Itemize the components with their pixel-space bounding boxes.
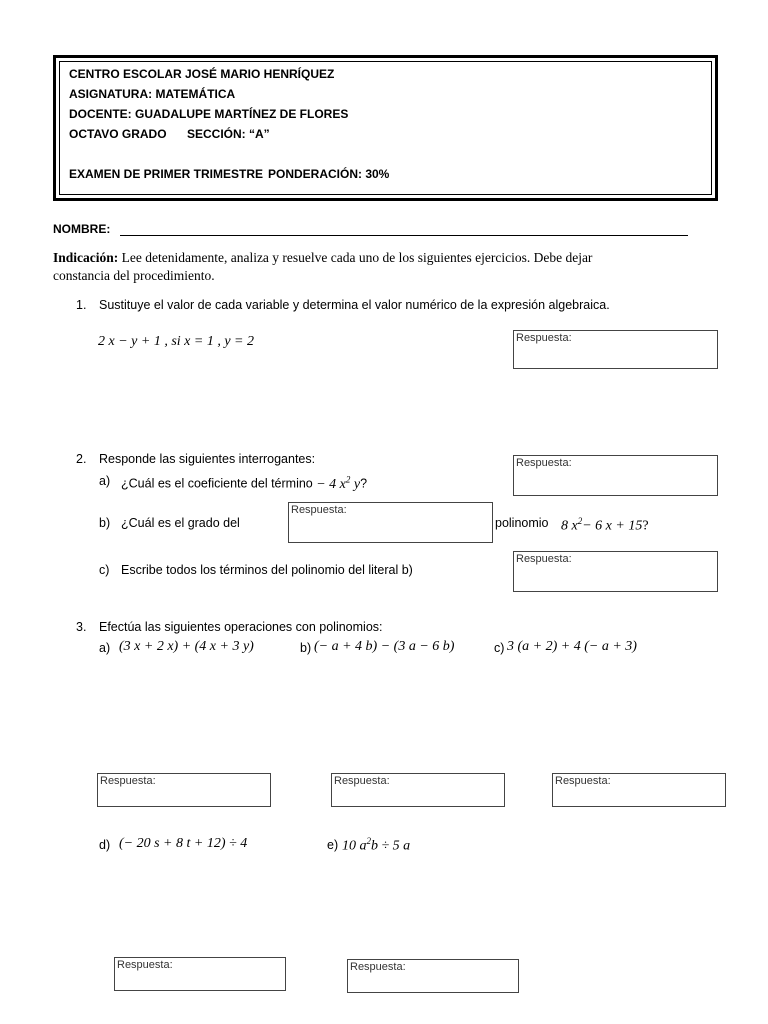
section-line: SECCIÓN: “A” [187,127,270,141]
answer-label: Respuesta: [555,775,611,787]
q1-text: Sustituye el valor de cada variable y determina el valor numérico de la expresión algebraica. [99,298,610,312]
q3c-label: c) [494,641,505,655]
q2b-expr-base: 8 x [561,518,578,534]
q2-text: Responde las siguientes interrogantes: [99,452,316,466]
q1-answer-box[interactable] [513,330,718,369]
q3d-label: d) [99,838,111,852]
q2a-expr-base: − 4 x [316,476,346,492]
q2b-expression [561,516,649,535]
q2b-expr-tail: − 6 x + 15 [582,518,643,534]
name-field-line[interactable] [120,235,688,236]
q2b-text-continued: polinomio [495,516,549,530]
answer-label: Respuesta: [516,332,572,344]
answer-label: Respuesta: [117,959,173,971]
q1-number: 1. [76,298,87,312]
q3e-expr-base: 10 a [342,838,367,854]
subject-line: ASIGNATURA: MATEMÁTICA [69,87,236,101]
grade-line: OCTAVO GRADO [69,127,167,141]
teacher-line: DOCENTE: GUADALUPE MARTÍNEZ DE FLORES [69,107,349,121]
q3c-answer-box[interactable] [552,773,726,807]
q3e-expr-tail: b ÷ 5 a [371,838,411,854]
header-inner-border [59,61,712,195]
q3b-label: b) [300,641,312,655]
name-label: NOMBRE: [53,222,111,236]
q2a-expr-exponent: 2 [345,474,351,484]
indication-label: Indicación: [53,250,119,265]
answer-label: Respuesta: [516,457,572,469]
header-box [53,55,718,201]
answer-label: Respuesta: [291,504,347,516]
q3a-answer-box[interactable] [97,773,271,807]
q3d-answer-box[interactable] [114,957,286,991]
q2a-question-mark: ? [360,476,368,491]
q1-expression: 2 x − y + 1 , si x = 1 , y = 2 [98,334,254,349]
q2a-answer-box[interactable] [513,455,718,496]
q2c-answer-box[interactable] [513,551,718,592]
q3-number: 3. [76,620,87,634]
q2b-label: b) [99,516,111,530]
q2-number: 2. [76,452,87,466]
q2b-question-mark: ? [642,518,649,534]
indication-text: Lee detenidamente, analiza y resuelve cada uno de los siguientes ejercicios. Debe dejar [118,250,593,265]
q2c-label: c) [99,563,110,577]
q3b-expression: (− a + 4 b) − (3 a − 6 b) [314,639,455,654]
q2a-text [121,474,367,493]
answer-label: Respuesta: [334,775,390,787]
q3e-expression [342,836,410,855]
q2b-answer-box[interactable] [288,502,493,543]
q2a-expr-tail: y [350,476,361,492]
exam-weight: PONDERACIÓN: 30% [268,167,390,181]
exam-title: EXAMEN DE PRIMER TRIMESTRE [69,167,264,181]
q2c-text: Escribe todos los términos del polinomio del literal b) [121,563,413,577]
school-name: CENTRO ESCOLAR JOSÉ MARIO HENRÍQUEZ [69,67,335,81]
q2a-expression [316,474,361,492]
q2b-text: ¿Cuál es el grado del [121,516,240,530]
q3a-label: a) [99,641,111,655]
q3b-answer-box[interactable] [331,773,505,807]
q3e-label: e) [327,838,339,852]
q3e-answer-box[interactable] [347,959,519,993]
indication-text-continued: constancia del procedimiento. [53,268,215,283]
answer-label: Respuesta: [100,775,156,787]
q3-text: Efectúa las siguientes operaciones con polinomios: [99,620,383,634]
q3d-expression: (− 20 s + 8 t + 12) ÷ 4 [119,836,248,851]
q3c-expression: 3 (a + 2) + 4 (− a + 3) [507,639,637,654]
q2a-label: a) [99,474,111,488]
answer-label: Respuesta: [516,553,572,565]
q2a-question: ¿Cuál es el coeficiente del término [121,476,317,491]
answer-label: Respuesta: [350,961,406,973]
q2b-expr-exponent: 2 [577,516,583,526]
q3e-expr-exponent: 2 [366,836,371,846]
indication [53,250,592,266]
q3a-expression: (3 x + 2 x) + (4 x + 3 y) [119,639,254,654]
